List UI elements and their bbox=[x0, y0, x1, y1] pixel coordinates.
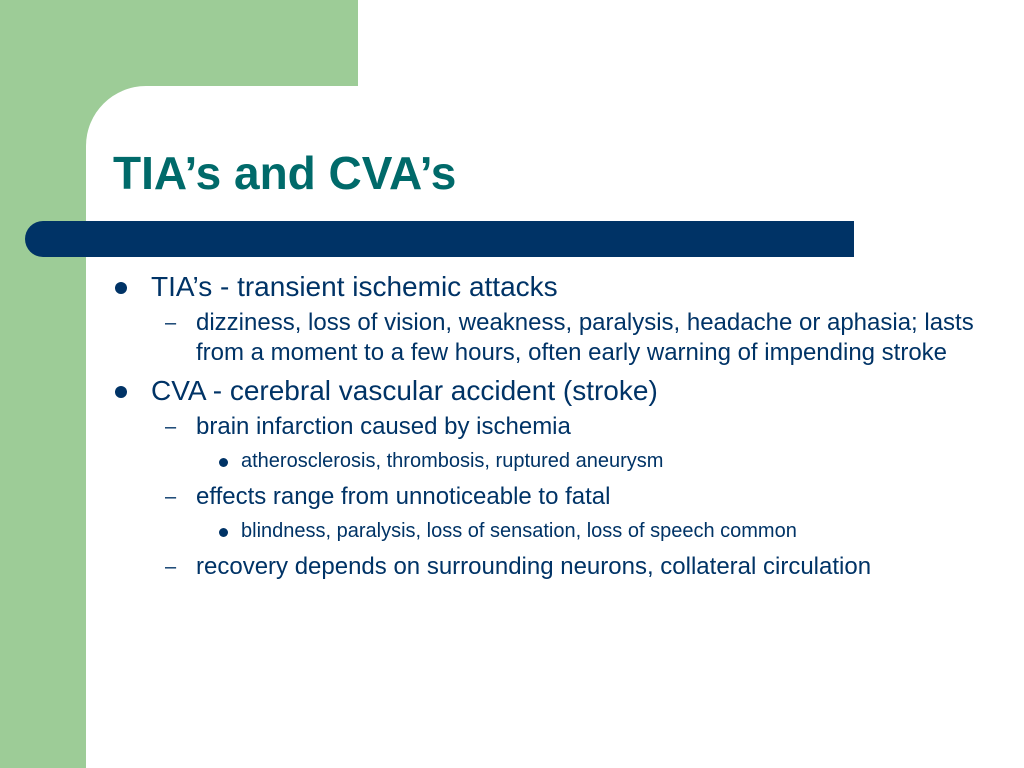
slide-title: TIA’s and CVA’s bbox=[113, 147, 457, 199]
sub-sub-bullet-effects-list bbox=[113, 516, 993, 546]
dash-icon: – bbox=[165, 416, 177, 438]
sub-sub-bullet-causes bbox=[113, 446, 993, 476]
sub-sub-bullet-text: blindness, paralysis, loss of sensation, loss of speech common bbox=[241, 520, 797, 542]
dash-icon: – bbox=[165, 556, 177, 578]
bullet-dot-icon bbox=[219, 528, 228, 537]
dash-icon: – bbox=[165, 312, 177, 334]
title-underline-bar bbox=[25, 221, 854, 257]
bullet-text: CVA - cerebral vascular accident (stroke) bbox=[151, 375, 658, 406]
bullet-text: TIA’s - transient ischemic attacks bbox=[151, 271, 558, 302]
sub-bullet-text: dizziness, loss of vision, weakness, paralysis, headache or aphasia; lasts from a moment to a few hours, often early warning of impending stroke bbox=[196, 309, 974, 366]
sub-bullet-text: recovery depends on surrounding neurons, collateral circulation bbox=[196, 553, 872, 580]
bullet-tia bbox=[113, 270, 993, 304]
sub-bullet-recovery bbox=[113, 552, 993, 582]
bullet-dot-icon bbox=[219, 458, 228, 467]
sub-bullet-text: brain infarction caused by ischemia bbox=[196, 413, 571, 440]
sub-bullet-tia-symptoms bbox=[113, 308, 993, 368]
bullet-cva bbox=[113, 374, 993, 408]
dash-icon: – bbox=[165, 486, 177, 508]
slide-content bbox=[113, 270, 993, 586]
bullet-dot-icon bbox=[115, 386, 127, 398]
sub-bullet-text: effects range from unnoticeable to fatal bbox=[196, 483, 611, 510]
bullet-dot-icon bbox=[115, 282, 127, 294]
sub-sub-bullet-text: atherosclerosis, thrombosis, ruptured aneurysm bbox=[241, 450, 664, 472]
sub-bullet-infarction bbox=[113, 412, 993, 442]
sub-bullet-effects bbox=[113, 482, 993, 512]
